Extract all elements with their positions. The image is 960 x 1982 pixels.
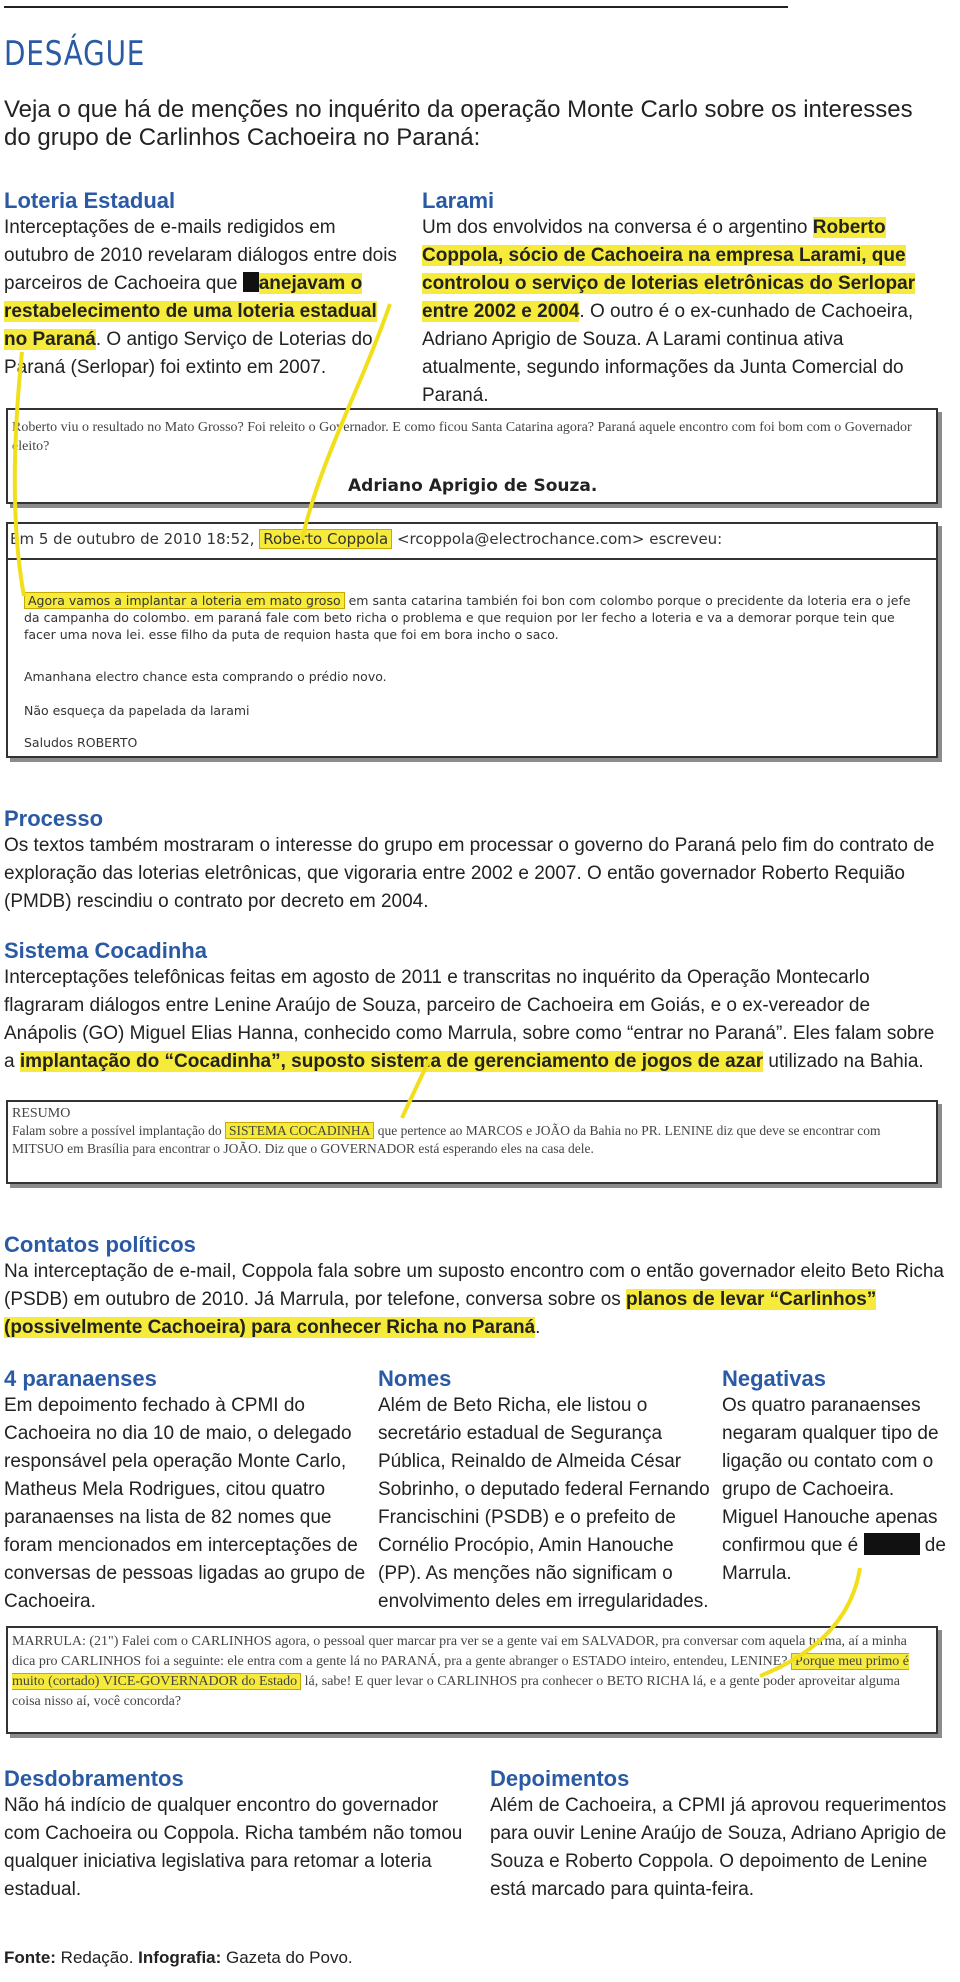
email-signoff: Saludos ROBERTO bbox=[24, 735, 138, 750]
resumo-text: Falam sobre a possível implantação do SISTEMA COCADINHA que pertence ao MARCOS e JOÃO da Bahia no PR. LENINE diz que deve se encontrar com MITSUO em Brasília para encontrar o JOÃO. Diz que o GOVERNADOR está esperando eles na casa dele. bbox=[12, 1123, 881, 1156]
email-header: Em 5 de outubro de 2010 18:52, Roberto Coppola <rcoppola@electrochance.com> escreveu: bbox=[10, 530, 723, 548]
depoimentos-heading: Depoimentos bbox=[490, 1766, 630, 1791]
negativas-text: Os quatro paranaenses negaram qualquer tipo de ligação ou contato com o grupo de Cachoeira. Miguel Hanouche apenas confirmou que é de Marrula. bbox=[722, 1395, 946, 1584]
resumo-label: RESUMO bbox=[12, 1106, 71, 1121]
email-line-2: Amanhana electro chance esta comprando o prédio novo. bbox=[24, 669, 387, 684]
paranaenses-text: Em depoimento fechado à CPMI do Cachoeira no dia 10 de maio, o delegado responsável pela operação Monte Carlo, Matheus Mela Rodrigues, citou quatro paranaenses na lista de 82 nomes que foram mencionados em interceptações de conversas de pessoas ligadas ao grupo de Cachoeira. bbox=[4, 1395, 366, 1612]
nomes-section bbox=[378, 1366, 718, 1616]
email-sender-name: Roberto Coppola bbox=[259, 529, 392, 549]
email-body: Agora vamos a implantar a loteria em mato groso em santa catarina también foi bon com colombo porque o precidente da loteria era o jefe da campanha do colombo. em paraná fale com beto richa o problema e que requion por ler fecho a loteria e va a demorar porque tein que facer uma nova lei. esse filho da puta de requion hasta que foi em bora incho o saco. bbox=[24, 593, 911, 642]
document-resumo bbox=[6, 1100, 938, 1184]
intro-text: Veja o que há de menções no inquérito da operação Monte Carlo sobre os interesses do grupo de Carlinhos Cachoeira no Paraná: bbox=[4, 96, 913, 151]
paranaenses-section bbox=[4, 1366, 374, 1616]
processo-heading: Processo bbox=[4, 806, 104, 831]
document-excerpt-adriano bbox=[6, 408, 938, 504]
paranaenses-heading: 4 paranaenses bbox=[4, 1366, 157, 1391]
larami-heading: Larami bbox=[422, 188, 495, 213]
marrula-text: MARRULA: (21") Falei com o CARLINHOS agora, o pessoal quer marcar pra ver se a gente vai em SALVADOR, pra conversar com aquela turma, aí a minha dica pro CARLINHOS foi a seguinte: ele entra com a gente lá no PARANÁ, pra a gente abranger o ESTADO inteiro, entendeu, LENINE? Porque meu primo é muito (cortado) VICE-GOVERNADOR do Estado lá, sabe! E quer levar o CARLINHOS pra conhecer o BETO RICHA lá, e a gente poder aproveitar alguma coisa nisso aí, você concorda? bbox=[12, 1634, 909, 1709]
larami-section bbox=[422, 188, 942, 410]
cocadinha-heading: Sistema Cocadinha bbox=[4, 938, 207, 963]
contatos-section bbox=[4, 1232, 944, 1342]
depoimentos-text: Além de Cachoeira, a CPMI já aprovou requerimentos para ouvir Lenine Araújo de Souza, Adriano Aprigio de Souza e Roberto Coppola. O depoimento de Lenine está marcado para quinta-feira. bbox=[490, 1795, 947, 1900]
email-line-3: Não esqueça da papelada da larami bbox=[24, 703, 250, 718]
document-email-coppola bbox=[6, 522, 938, 758]
excerpt-signature: Adriano Aprigio de Souza. bbox=[348, 476, 598, 496]
loteria-heading: Loteria Estadual bbox=[4, 188, 176, 213]
contatos-text: Na interceptação de e-mail, Coppola fala sobre um suposto encontro com o então governador eleito Beto Richa (PSDB) em outubro de 2010. Já Marrula, por telefone, conversa sobre os planos de levar “Carlinhos” (possivelmente Cachoeira) para conhecer Richa no Paraná. bbox=[4, 1261, 944, 1338]
excerpt-text: Roberto viu o resultado no Mato Grosso? Foi releito o Governador. E como ficou Santa Catarina agora? Paraná aquele encontro com foi bom com o Governador eleito? bbox=[12, 420, 912, 454]
negativas-heading: Negativas bbox=[722, 1366, 826, 1391]
section-title: DESÁGUE bbox=[4, 34, 146, 74]
loteria-text: Interceptações de e-mails redigidos em outubro de 2010 revelaram diálogos entre dois parceiros de Cachoeira que anejavam o restabelecimento de uma loteria estadual no Paraná. O antigo Serviço de Loterias do Paraná (Serlopar) foi extinto em 2007. bbox=[4, 217, 397, 378]
desdobramentos-heading: Desdobramentos bbox=[4, 1766, 184, 1791]
negativas-section bbox=[722, 1366, 948, 1588]
redaction-block bbox=[864, 1533, 920, 1555]
desdobramentos-text: Não há indício de qualquer encontro do governador com Cachoeira ou Coppola. Richa também não tomou qualquer iniciativa legislativa para retomar a loteria estadual. bbox=[4, 1795, 463, 1900]
processo-section bbox=[4, 806, 944, 916]
top-rule bbox=[4, 6, 788, 8]
cocadinha-text: Interceptações telefônicas feitas em agosto de 2011 e transcritas no inquérito da Operação Montecarlo flagraram diálogos entre Lenine Araújo de Souza, parceiro de Cachoeira em Goiás, e o ex-vereador de Anápolis (GO) Miguel Elias Hanna, conhecido como Marrula, sobre como “entrar no Paraná”. Eles falam sobre a implantação do “Cocadinha”, suposto sistema de gerenciamento de jogos de azar utilizado na Bahia. bbox=[4, 967, 935, 1072]
larami-text: Um dos envolvidos na conversa é o argentino Roberto Coppola, sócio de Cachoeira na empresa Larami, que controlou o serviço de loterias eletrônicas do Serlopar entre 2002 e 2004. O outro é o ex-cunhado de Cachoeira, Adriano Aprigio de Souza. A Larami continua ativa atualmente, segundo informações da Junta Comercial do Paraná. bbox=[422, 217, 916, 406]
nomes-text: Além de Beto Richa, ele listou o secretário estadual de Segurança Pública, Reinaldo de Almeida César Sobrinho, o deputado federal Fernando Francischini (PSDB) e o prefeito de Cornélio Procópio, Amin Hanouche (PP). As menções não significam o envolvimento deles em irregularidades. bbox=[378, 1395, 710, 1612]
depoimentos-section bbox=[490, 1766, 948, 1904]
processo-text: Os textos também mostraram o interesse do grupo em processar o governo do Paraná pelo fim do contrato de exploração das loterias eletrônicas, que vigoraria entre 2002 e 2007. O então governador Roberto Requião (PMDB) rescindiu o contrato por decreto em 2004. bbox=[4, 835, 935, 912]
loteria-section bbox=[4, 188, 404, 382]
contatos-heading: Contatos políticos bbox=[4, 1232, 196, 1257]
cocadinha-section bbox=[4, 938, 944, 1076]
document-marrula bbox=[6, 1626, 938, 1734]
desdobramentos-section bbox=[4, 1766, 464, 1904]
credits: Fonte: Redação. Infografia: Gazeta do Povo. bbox=[4, 1948, 353, 1967]
nomes-heading: Nomes bbox=[378, 1366, 452, 1391]
